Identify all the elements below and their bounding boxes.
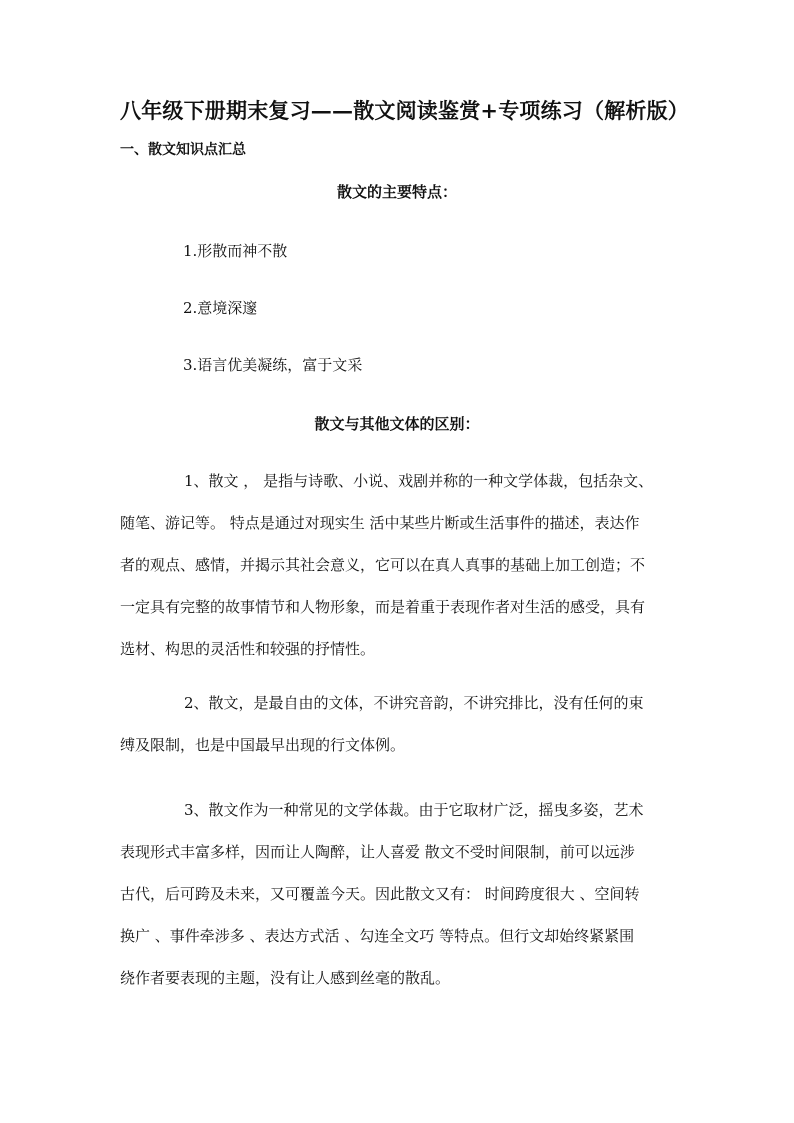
feature-item: 2.意境深邃 <box>183 299 258 317</box>
paragraph <box>120 460 686 670</box>
paragraph-line: 2、散文，是最自由的文体，不讲究音韵，不讲究排比，没有任何的束 <box>184 694 644 712</box>
document-title: 八年级下册期末复习——散文阅读鉴赏+专项练习（解析版） <box>120 98 689 123</box>
paragraph-line: 选材、构思的灵活性和较强的抒情性。 <box>120 640 376 658</box>
feature-item: 3.语言优美凝练，富于文采 <box>183 356 363 374</box>
paragraph <box>120 682 686 766</box>
features-heading: 散文的主要特点： <box>336 183 457 201</box>
section-heading: 一、散文知识点汇总 <box>120 142 246 158</box>
feature-item: 1.形散而神不散 <box>183 242 288 260</box>
paragraph-line: 一定具有完整的故事情节和人物形象，而是着重于表现作者对生活的感受，具有 <box>120 598 646 616</box>
paragraph-line: 表现形式丰富多样，因而让人陶醉，让人喜爱 散文不受时间限制，前可以远涉 <box>120 843 635 861</box>
paragraph-line: 随笔、游记等。 特点是通过对现实生 活中某些片断或生活事件的描述，表达作 <box>120 514 640 532</box>
paragraph-line: 绕作者要表现的主题，没有让人感到丝毫的散乱。 <box>120 969 451 987</box>
differences-heading: 散文与其他文体的区别： <box>314 415 480 433</box>
paragraph-line: 者的观点、感情，并揭示其社会意义，它可以在真人真事的基础上加工创造；不 <box>120 556 646 574</box>
paragraph-line: 1、散文 ， 是指与诗歌、小说、戏剧并称的一种文学体裁，包括杂文、 <box>184 472 654 490</box>
paragraph <box>120 789 686 999</box>
paragraph-line: 3、散文作为一种常见的文学体裁。由于它取材广泛，摇曳多姿，艺术 <box>184 801 644 819</box>
paragraph-line: 换广 、事件牵涉多 、表达方式活 、勾连全文巧 等特点。但行文却始终紧紧围 <box>120 927 635 945</box>
paragraph-line: 缚及限制，也是中国最早出现的行文体例。 <box>120 736 406 754</box>
paragraph-line: 古代，后可跨及未来，又可覆盖今天。因此散文又有： 时间跨度很大 、空间转 <box>120 885 640 903</box>
